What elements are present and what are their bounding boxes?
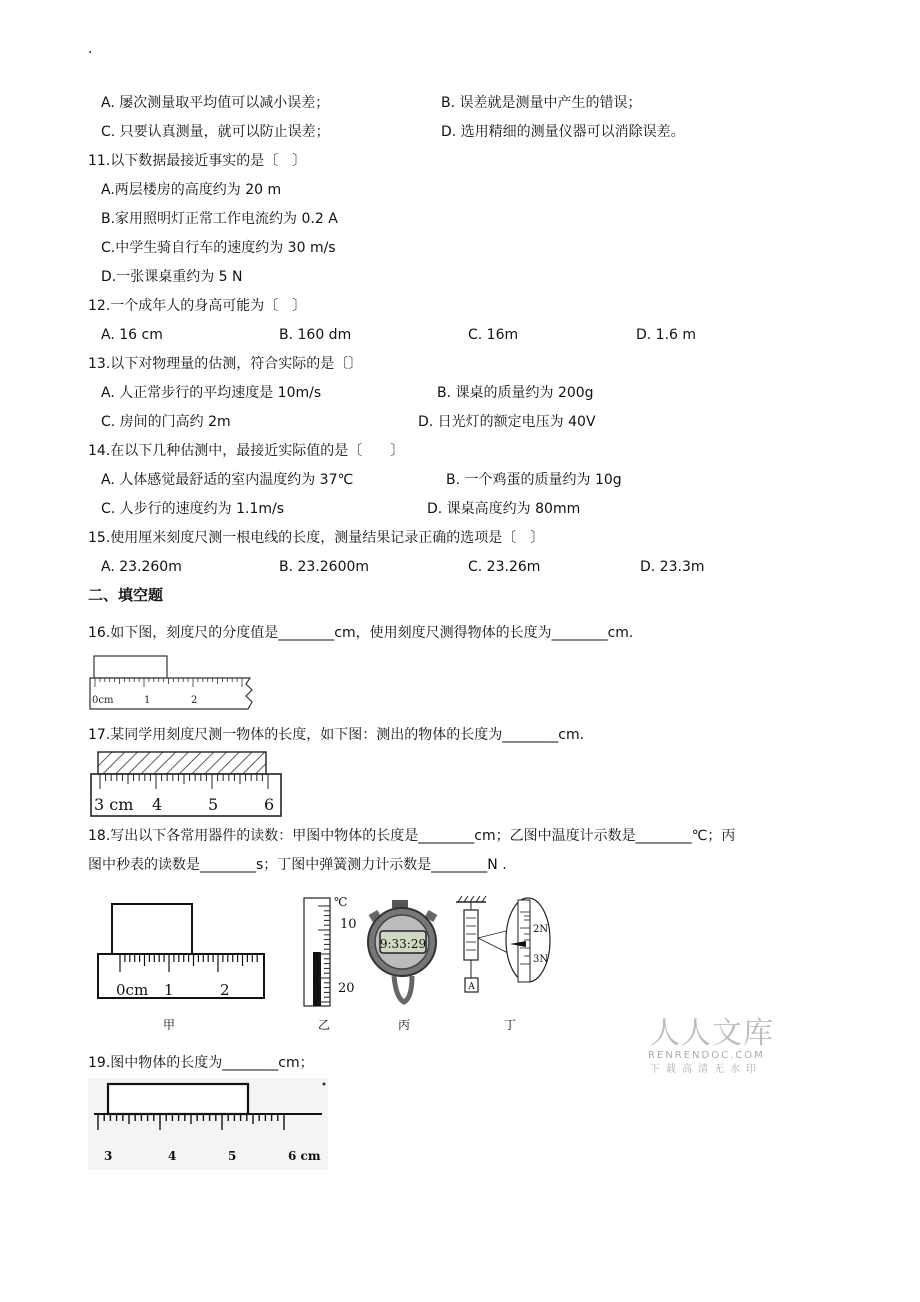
q14-option-b: B. 一个鸡蛋的质量约为 10g	[446, 472, 622, 488]
q14-option-a: A. 人体感觉最舒适的室内温度约为 37℃	[101, 472, 354, 488]
thermo-label: 10	[340, 917, 357, 932]
q18-stem-line1: 18.写出以下各常用器件的读数：甲图中物体的长度是________cm；乙图中温度计示数是________℃；丙	[88, 828, 736, 844]
q11-option-b: B.家用照明灯正常工作电流约为 0.2 A	[101, 211, 338, 227]
q18-thermometer-figure	[296, 892, 362, 1010]
q12-option-d: D. 1.6 m	[636, 327, 697, 343]
q12-option-b: B. 160 dm	[279, 327, 352, 343]
q12-option-a: A. 16 cm	[101, 327, 163, 343]
q16-ruler-figure	[88, 654, 258, 712]
q13-option-a: A. 人正常步行的平均速度是 10m/s	[101, 385, 322, 401]
q19-ruler-label: 4	[168, 1149, 177, 1163]
q17-ruler-figure	[88, 750, 286, 818]
q18-stopwatch-figure	[366, 898, 444, 1008]
stopwatch-display: 9:33:29	[379, 937, 427, 951]
q16-ruler-label: 1	[144, 695, 151, 706]
q10-option-c: C. 只要认真测量，就可以防止误差；	[101, 124, 330, 140]
q15-option-c: C. 23.26m	[468, 559, 541, 575]
q18-ruler-label: 2	[220, 981, 230, 999]
q19-stem: 19.图中物体的长度为________cm；	[88, 1055, 314, 1071]
thermo-unit: ℃	[334, 895, 348, 909]
q10-option-d: D. 选用精细的测量仪器可以消除误差。	[441, 124, 685, 140]
q18-spring-scale-figure	[454, 894, 564, 1006]
q18-stem-line2: 图中秒表的读数是________s；丁图中弹簧测力计示数是________N .	[88, 857, 507, 873]
q18-ruler-label: 0cm	[116, 981, 149, 999]
q13-option-c: C. 房间的门高约 2m	[101, 414, 231, 430]
watermark-title: 人人文库	[650, 1016, 774, 1051]
page-marker: .	[88, 41, 93, 57]
q17-ruler-label: 3 cm	[94, 795, 134, 814]
q13-stem: 13.以下对物理量的估测，符合实际的是〔〕	[88, 356, 363, 372]
q10-option-a: A. 屡次测量取平均值可以减小误差；	[101, 95, 330, 111]
q11-option-c: C.中学生骑自行车的速度约为 30 m/s	[101, 240, 336, 256]
q12-stem: 12.一个成年人的身高可能为〔 〕	[88, 298, 307, 314]
q16-ruler-label: 0cm	[92, 695, 114, 706]
caption-yi: 乙	[318, 1018, 331, 1032]
spring-label: 2N	[533, 924, 549, 935]
watermark-slogan: 下载高清无水印	[650, 1064, 762, 1075]
q19-ruler-label: 6 cm	[288, 1149, 321, 1163]
q14-option-d: D. 课桌高度约为 80mm	[427, 501, 581, 517]
thermo-label: 20	[338, 981, 355, 996]
q11-stem: 11.以下数据最接近事实的是〔 〕	[88, 153, 307, 169]
q13-option-d: D. 日光灯的额定电压为 40V	[418, 414, 596, 430]
q15-option-b: B. 23.2600m	[279, 559, 370, 575]
spring-label: 3N	[533, 954, 549, 965]
watermark-domain: RENRENDOC.COM	[648, 1050, 765, 1061]
section-title: 二、填空题	[88, 586, 164, 604]
q16-ruler-label: 2	[191, 695, 198, 706]
caption-bing: 丙	[398, 1018, 411, 1032]
q17-ruler-label: 4	[152, 795, 163, 814]
q18-ruler-label: 1	[164, 981, 174, 999]
q14-stem: 14.在以下几种估测中，最接近实际值的是〔 〕	[88, 443, 405, 459]
q11-option-d: D.一张课桌重约为 5 N	[101, 269, 243, 285]
q13-option-b: B. 课桌的质量约为 200g	[437, 385, 594, 401]
q15-stem: 15.使用厘米刻度尺测一根电线的长度，测量结果记录正确的选项是〔 〕	[88, 530, 545, 546]
q18-ruler-figure	[92, 898, 270, 1004]
q14-option-c: C. 人步行的速度约为 1.1m/s	[101, 501, 285, 517]
q10-option-b: B. 误差就是测量中产生的错误；	[441, 95, 642, 111]
q15-option-a: A. 23.260m	[101, 559, 182, 575]
q19-ruler-label: 5	[228, 1149, 237, 1163]
caption-jia: 甲	[163, 1018, 176, 1032]
q17-ruler-label: 5	[208, 795, 219, 814]
spring-block-label: A	[468, 982, 475, 992]
q17-ruler-label: 6	[264, 795, 275, 814]
q12-option-c: C. 16m	[468, 327, 519, 343]
q16-stem: 16.如下图，刻度尺的分度值是________cm，使用刻度尺测得物体的长度为________cm.	[88, 625, 634, 641]
q15-option-d: D. 23.3m	[640, 559, 705, 575]
q19-ruler-label: 3	[104, 1149, 113, 1163]
q11-option-a: A.两层楼房的高度约为 20 m	[101, 182, 282, 198]
q19-ruler-figure	[88, 1078, 328, 1170]
caption-ding: 丁	[504, 1018, 517, 1032]
q17-stem: 17.某同学用刻度尺测一物体的长度，如下图：测出的物体的长度为________cm.	[88, 727, 585, 743]
